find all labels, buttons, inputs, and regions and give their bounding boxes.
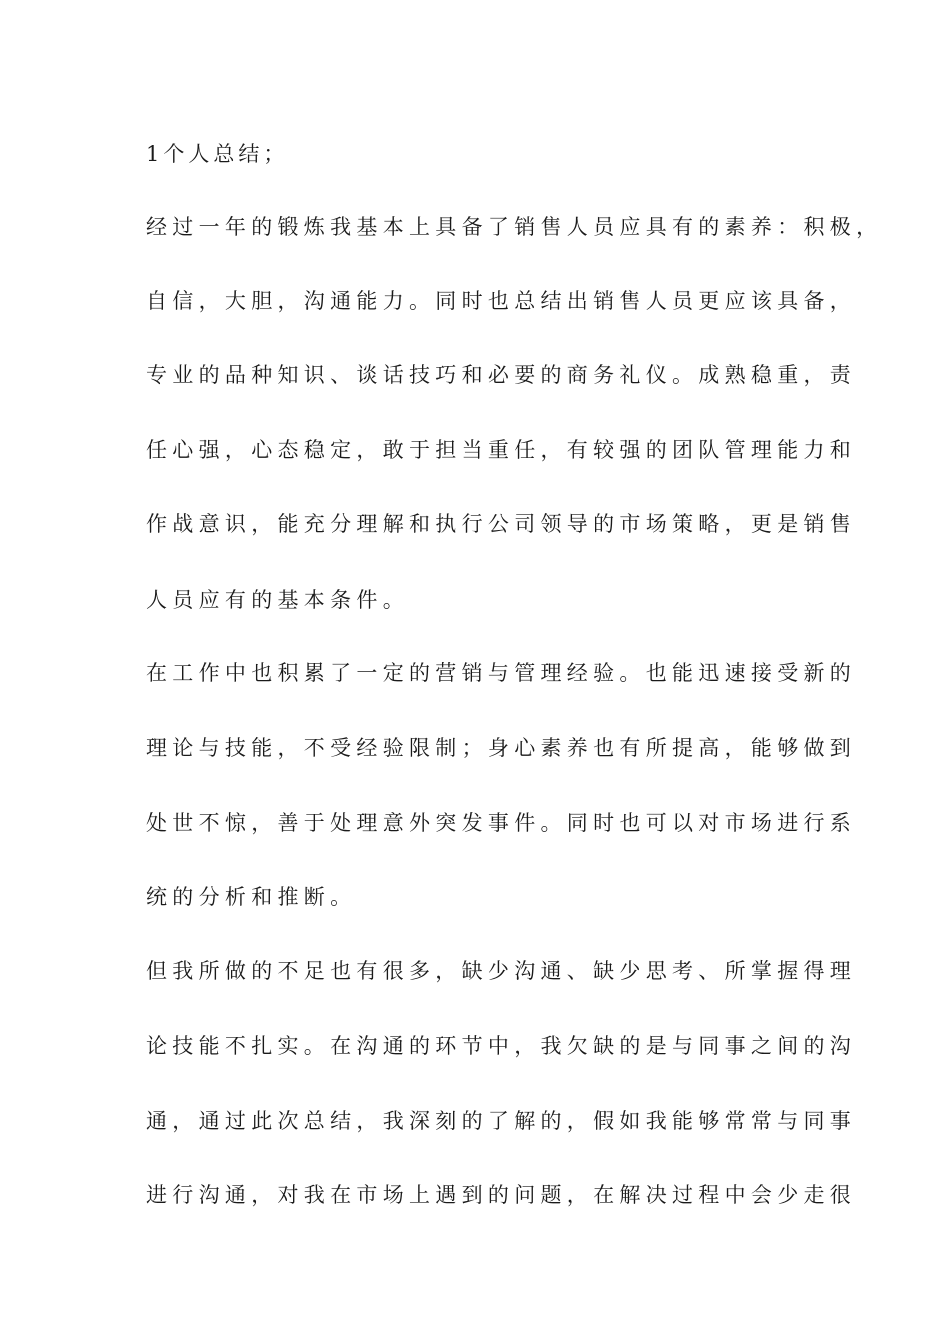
section-heading: 1个人总结；	[146, 142, 289, 166]
text-line: 理论与技能，不受经验限制；身心素养也有所提高，能够做到	[146, 736, 857, 760]
text-line: 任心强，心态稳定，敢于担当重任，有较强的团队管理能力和	[146, 438, 857, 462]
text-line: 论技能不扎实。在沟通的环节中，我欠缺的是与同事之间的沟	[146, 1034, 857, 1058]
text-line: 经过一年的锻炼我基本上具备了销售人员应具有的素养：积极，	[146, 215, 883, 239]
text-line: 在工作中也积累了一定的营销与管理经验。也能迅速接受新的	[146, 661, 857, 685]
text-line: 统的分析和推断。	[146, 885, 357, 909]
text-line: 处世不惊，善于处理意外突发事件。同时也可以对市场进行系	[146, 811, 857, 835]
text-line: 专业的品种知识、谈话技巧和必要的商务礼仪。成熟稳重，责	[146, 363, 857, 387]
text-line: 人员应有的基本条件。	[146, 588, 409, 612]
text-line: 作战意识，能充分理解和执行公司领导的市场策略，更是销售	[146, 512, 857, 536]
text-line: 进行沟通，对我在市场上遇到的问题，在解决过程中会少走很	[146, 1183, 857, 1207]
text-line: 通，通过此次总结，我深刻的了解的，假如我能够常常与同事	[146, 1109, 857, 1133]
text-line: 自信，大胆，沟通能力。同时也总结出销售人员更应该具备，	[146, 289, 857, 313]
text-line: 但我所做的不足也有很多，缺少沟通、缺少思考、所掌握得理	[146, 959, 857, 983]
